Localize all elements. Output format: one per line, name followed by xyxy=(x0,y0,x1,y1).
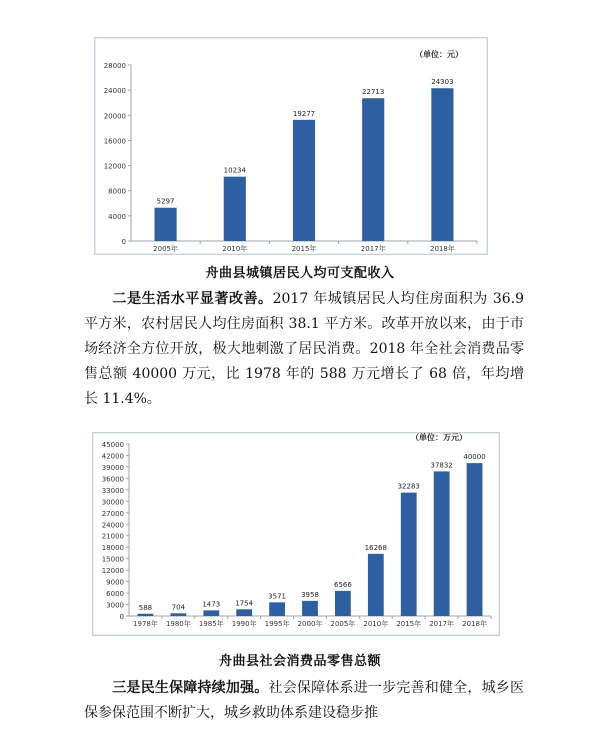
x-tick-label: 2000年 xyxy=(297,620,323,628)
y-tick-label: 12000 xyxy=(103,162,126,171)
x-tick-label: 2018年 xyxy=(462,620,487,628)
paragraph-social-security xyxy=(84,676,524,726)
bar xyxy=(269,602,285,616)
bar xyxy=(224,177,246,241)
bar-value-label: 6566 xyxy=(333,580,352,589)
bar xyxy=(170,613,186,616)
bar xyxy=(467,463,483,616)
y-tick-label: 30000 xyxy=(101,498,124,507)
bar-value-label: 19277 xyxy=(292,109,316,118)
x-tick-label: 2017年 xyxy=(360,245,386,253)
x-tick-label: 2010年 xyxy=(363,620,389,628)
x-tick-label: 2005年 xyxy=(330,620,356,628)
bar-value-label: 1754 xyxy=(235,599,254,608)
y-tick-label: 28000 xyxy=(103,62,126,70)
bar-value-label: 5297 xyxy=(156,197,175,206)
bar xyxy=(203,610,219,616)
bar xyxy=(362,98,384,241)
x-tick-label: 2010年 xyxy=(222,245,248,253)
bar xyxy=(335,591,351,616)
y-tick-label: 27000 xyxy=(101,509,124,518)
bar-value-label: 37832 xyxy=(430,461,453,470)
bar-value-label: 3958 xyxy=(301,590,319,599)
y-tick-label: 9000 xyxy=(106,578,124,587)
retail-sales-chart-caption: 舟曲县社会消费品零售总额 xyxy=(218,654,381,669)
bar-value-label: 32283 xyxy=(397,482,420,491)
y-tick-label: 36000 xyxy=(101,475,124,484)
bar-value-label: 3571 xyxy=(268,592,287,601)
y-tick-label: 15000 xyxy=(101,555,124,564)
bar-value-label: 40000 xyxy=(463,453,486,462)
x-tick-label: 1995年 xyxy=(264,620,290,628)
y-tick-label: 18000 xyxy=(101,544,124,553)
x-tick-label: 2005年 xyxy=(153,245,179,253)
bar-value-label: 22713 xyxy=(362,88,385,97)
x-tick-label: 1985年 xyxy=(198,620,224,628)
paragraph-living-standard xyxy=(84,287,524,412)
bar-value-label: 16268 xyxy=(364,543,387,552)
y-tick-label: 6000 xyxy=(106,590,124,599)
y-tick-label: 12000 xyxy=(101,567,124,576)
y-tick-label: 45000 xyxy=(101,441,124,449)
y-tick-label: 24000 xyxy=(101,521,124,530)
x-tick-label: 2015年 xyxy=(396,620,422,628)
retail-sales-chart-svg xyxy=(93,433,499,635)
bar-value-label: 704 xyxy=(171,603,186,612)
bar-value-label: 1473 xyxy=(202,600,221,609)
bar-value-label: 10234 xyxy=(223,166,246,175)
bar xyxy=(302,601,318,616)
paragraph-living-standard-lead: 二是生活水平显著改善。 xyxy=(112,291,273,307)
y-tick-label: 3000 xyxy=(106,601,124,610)
x-tick-label: 1990年 xyxy=(231,620,257,628)
y-tick-label: 42000 xyxy=(101,452,124,461)
y-tick-label: 33000 xyxy=(101,486,124,495)
y-tick-label: 4000 xyxy=(108,212,126,221)
income-chart-svg xyxy=(95,38,487,254)
x-tick-label: 1980年 xyxy=(165,620,191,628)
y-tick-label: 21000 xyxy=(101,532,124,541)
y-tick-label: 0 xyxy=(119,613,124,621)
income-chart-caption: 舟曲县城镇居民人均可支配收入 xyxy=(205,266,395,281)
bar xyxy=(368,554,384,616)
bar xyxy=(431,88,453,241)
income-chart xyxy=(94,37,488,255)
paragraph-social-security-lead: 三是民生保障持续加强。 xyxy=(112,680,269,696)
bar-value-label: 588 xyxy=(138,603,153,612)
y-tick-label: 16000 xyxy=(103,137,126,146)
unit-note: （单位：万元） xyxy=(411,433,467,442)
y-tick-label: 24000 xyxy=(103,87,126,96)
y-tick-label: 39000 xyxy=(101,463,124,472)
bar-value-label: 24303 xyxy=(431,78,454,87)
y-tick-label: 8000 xyxy=(108,187,126,196)
x-tick-label: 2015年 xyxy=(291,245,317,253)
bar xyxy=(434,471,450,616)
paragraph-living-standard-body: 2017 年城镇居民人均住房面积为 36.9 平方米，农村居民人均住房面积 38.1 平方米。改革开放以来，由于市场经济全方位开放，极大地刺激了居民消费。2018 年全社会消费品零售总额 40000 万元，比 1978 年的 588 万元增长了 68 倍，年均增长 11.4%。 xyxy=(84,291,525,407)
x-tick-label: 1978年 xyxy=(133,620,158,628)
bar xyxy=(155,208,177,241)
bar xyxy=(138,614,154,616)
retail-sales-chart xyxy=(92,432,500,636)
x-tick-label: 2018年 xyxy=(429,245,455,253)
unit-note: （单位：元） xyxy=(415,50,463,59)
bar xyxy=(293,120,315,241)
paragraph-social-security-body: 社会保障体系进一步完善和健全，城乡医保参保范围不断扩大，城乡救助体系建设稳步推 xyxy=(84,680,525,721)
bar xyxy=(236,609,252,616)
bar xyxy=(401,493,417,616)
y-tick-label: 0 xyxy=(121,238,126,246)
x-tick-label: 2017年 xyxy=(429,620,455,628)
y-tick-label: 20000 xyxy=(103,112,126,121)
